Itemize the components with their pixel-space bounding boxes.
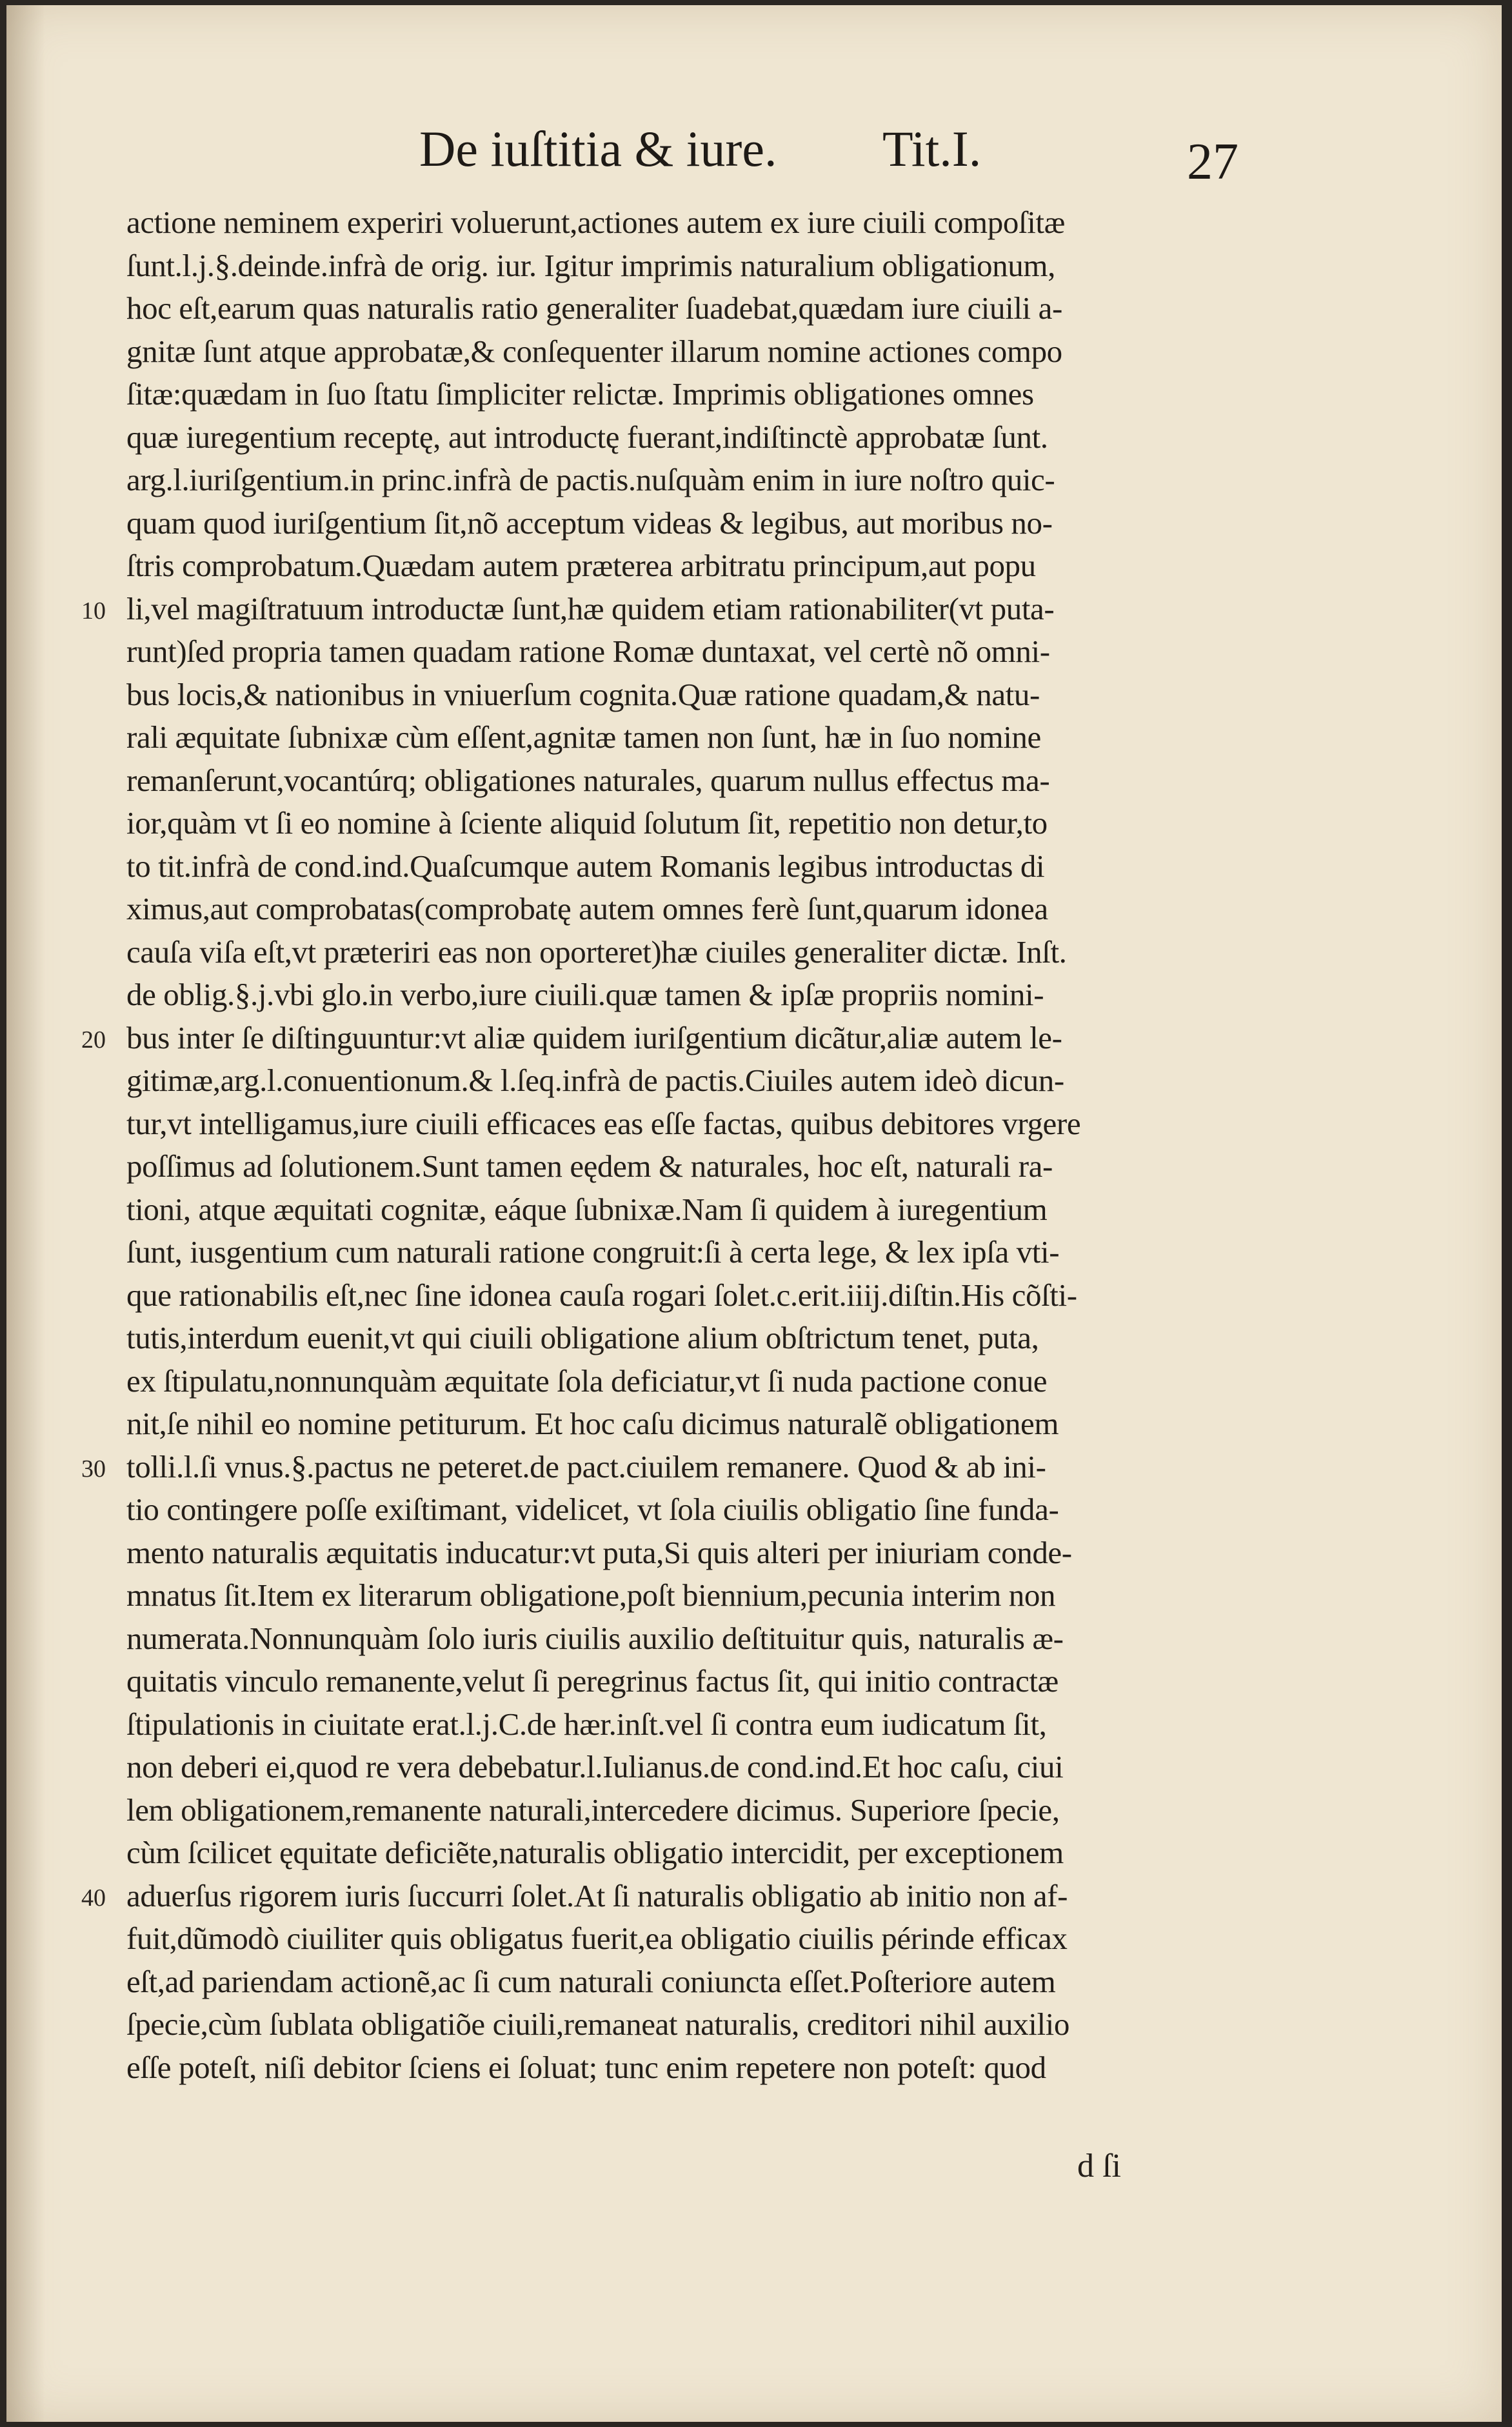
text-line: ſunt, iusgentium cum naturali ratione congruit:ſi à certa lege, & lex ipſa vti- (126, 1234, 1060, 1270)
text-line: runt)ſed propria tamen quadam ratione Romæ duntaxat, vel certè nõ omni- (126, 634, 1050, 669)
text-line: mnatus ſit.Item ex literarum obligatione,poſt biennium,pecunia interim non (126, 1577, 1056, 1613)
text-line: bus inter ſe diſtinguuntur:vt aliæ quidem iuriſgentium dicãtur,aliæ autem le- (126, 1019, 1062, 1055)
text-line: nit,ſe nihil eo nomine petiturum. Et hoc caſu dicimus naturalẽ obligationem (126, 1406, 1059, 1441)
text-line: quam quod iuriſgentium ſit,nõ acceptum videas & legibus, aut moribus no- (126, 504, 1053, 541)
text-line: eſſe poteſt, niſi debitor ſciens ei ſoluat; tunc enim repetere non poteſt: quod (126, 2049, 1046, 2085)
text-line: ior,quàm vt ſi eo nomine à ſciente aliquid ſolutum ſit, repetitio non detur,to (126, 805, 1048, 841)
line-number-marker: 20 (81, 1026, 106, 1054)
text-line: hoc eſt,earum quas naturalis ratio generaliter ſuadebat,quædam iure ciuili a- (126, 290, 1062, 326)
text-line: aduerſus rigorem iuris ſuccurri ſolet.At ſi naturalis obligatio ab initio non af- (126, 1877, 1068, 1913)
text-line: tio contingere poſſe exiſtimant, videlicet, vt ſola ciuilis obligatio ſine funda- (126, 1492, 1059, 1527)
text-line: non deberi ei,quod re vera debebatur.l.Iulianus.de cond.ind.Et hoc caſu, ciui (126, 1749, 1064, 1784)
running-header (419, 120, 1258, 191)
text-line: quitatis vinculo remanente,velut ſi peregrinus factus ſit, qui initio contractæ (126, 1663, 1059, 1699)
text-line: lem obligationem,remanente naturali,intercedere dicimus. Superiore ſpecie, (126, 1792, 1060, 1828)
page-number: 27 (1187, 134, 1238, 190)
text-line: que rationabilis eſt,nec ſine idonea cauſa rogari ſolet.c.erit.iiij.diſtin.His cõſti- (126, 1277, 1077, 1313)
signature-mark: d ſi (1077, 2148, 1121, 2184)
text-line: to tit.infrà de cond.ind.Quaſcumque autem Romanis legibus introductas di (126, 848, 1045, 884)
text-line: mento naturalis æquitatis inducatur:vt puta,Si quis alteri per iniuriam conde- (126, 1534, 1072, 1570)
text-line: eſt,ad pariendam actionẽ,ac ſi cum naturali coniuncta eſſet.Poſteriore autem (126, 1963, 1056, 1999)
line-number-marker: 30 (81, 1455, 106, 1483)
gutter-shadow (6, 5, 45, 2422)
text-line: arg.l.iuriſgentium.in princ.infrà de pactis.nuſquàm enim in iure noſtro quic- (126, 462, 1055, 497)
text-line: quæ iuregentium receptę, aut introductę fuerant,indiſtinctè approbatæ ſunt. (126, 419, 1048, 455)
text-line: poſſimus ad ſolutionem.Sunt tamen eędem & naturales, hoc eſt, naturali ra- (126, 1148, 1053, 1184)
line-number-marker: 40 (81, 1884, 106, 1912)
text-line: ſtris comprobatum.Quædam autem præterea arbitratu principum,aut popu (126, 548, 1036, 583)
text-line: ſitæ:quædam in ſuo ſtatu ſimpliciter relictæ. Imprimis obligationes omnes (126, 376, 1034, 412)
text-line: gnitæ ſunt atque approbatæ,& conſequenter illarum nomine actiones compo (126, 333, 1062, 369)
text-line: tur,vt intelligamus,iure ciuili efficaces eas eſſe factas, quibus debitores vrgere (126, 1105, 1081, 1141)
book-page (6, 5, 1502, 2422)
text-line: ximus,aut comprobatas(comprobatę autem omnes ferè ſunt,quarum idonea (126, 891, 1048, 926)
text-line: li,vel magiſtratuum introductæ ſunt,hæ quidem etiam rationabiliter(vt puta- (126, 590, 1055, 626)
text-line: actione neminem experiri voluerunt,actiones autem ex iure ciuili compoſitæ (126, 205, 1065, 240)
text-line: cauſa viſa eſt,vt præteriri eas non oporteret)hæ ciuiles generaliter dictæ. Inſt. (126, 934, 1067, 970)
text-line: tioni, atque æquitati cognitæ, eáque ſubnixæ.Nam ſi quidem à iuregentium (126, 1191, 1048, 1227)
text-line: tolli.l.ſi vnus.§.pactus ne peteret.de pact.ciuilem remanere. Quod & ab ini- (126, 1448, 1046, 1484)
text-line: remanſerunt,vocantúrq; obligationes naturales, quarum nullus effectus ma- (126, 762, 1050, 798)
text-line: rali æquitate ſubnixæ cùm eſſent,agnitæ tamen non ſunt, hæ in ſuo nomine (126, 719, 1041, 755)
text-line: fuit,dũmodò ciuiliter quis obligatus fuerit,ea obligatio ciuilis périnde efficax (126, 1921, 1068, 1956)
text-line: ex ſtipulatu,nonnunquàm æquitate ſola deficiatur,vt ſi nuda pactione conue (126, 1363, 1048, 1399)
text-line: ſtipulationis in ciuitate erat.l.j.C.de hær.inſt.vel ſi contra eum iudicatum ſit, (126, 1706, 1047, 1742)
text-line: ſpecie,cùm ſublata obligatiõe ciuili,remaneat naturalis, creditori nihil auxilio (126, 2006, 1069, 2042)
text-line: numerata.Nonnunquàm ſolo iuris ciuilis auxilio deſtituitur quis, naturalis æ- (126, 1620, 1064, 1656)
body-text (126, 201, 1242, 2089)
title-number: Tit.I. (882, 121, 982, 177)
text-line: de oblig.§.j.vbi glo.in verbo,iure ciuili.quæ tamen & ipſæ propriis nomini- (126, 977, 1044, 1012)
text-line: bus locis,& nationibus in vniuerſum cognita.Quæ ratione quadam,& natu- (126, 676, 1040, 712)
line-number-marker: 10 (81, 597, 106, 624)
text-line: cùm ſcilicet ęquitate deficiẽte,naturalis obligatio intercidit, per exceptionem (126, 1835, 1064, 1870)
text-line: ſunt.l.j.§.deinde.infrà de orig. iur. Igitur imprimis naturalium obligationum, (126, 247, 1055, 283)
text-line: tutis,interdum euenit,vt qui ciuili obligatione alium obſtrictum tenet, puta, (126, 1320, 1039, 1355)
running-title: De iuſtitia & iure. (419, 121, 777, 177)
text-line: gitimæ,arg.l.conuentionum.& l.ſeq.infrà de pactis.Ciuiles autem ideò dicun- (126, 1063, 1064, 1098)
